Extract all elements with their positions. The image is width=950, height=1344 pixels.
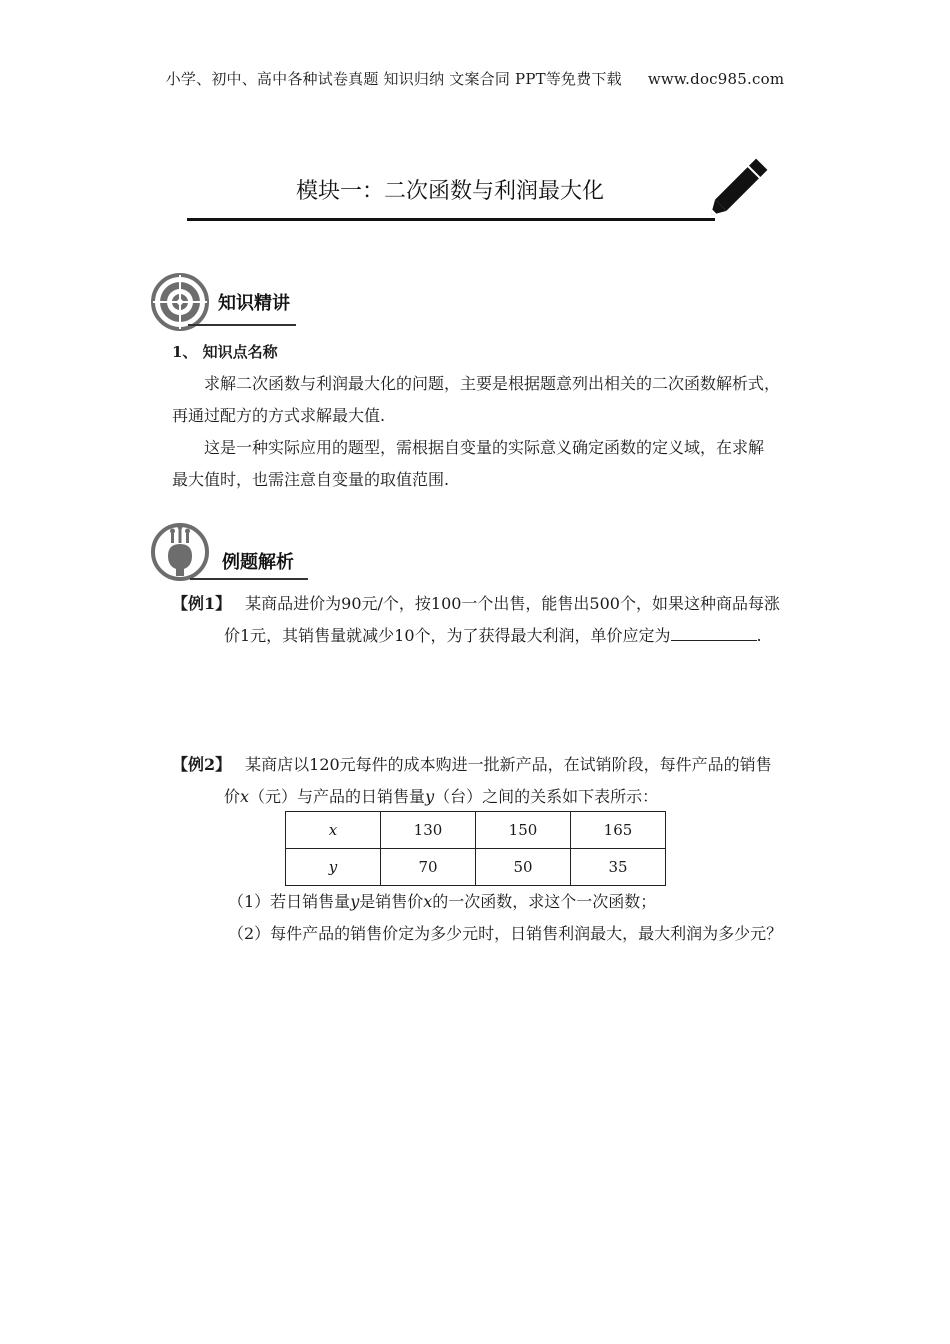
- table-cell: 130: [381, 812, 476, 849]
- pencil-icon: [698, 152, 776, 226]
- table-row: [286, 812, 666, 849]
- header-text: 小学、初中、高中各种试卷真题 知识归纳 文案合同 PPT等免费下载: [165, 70, 622, 88]
- module-title: 模块一：二次函数与利润最大化: [295, 179, 604, 204]
- text-fragment: 价: [224, 787, 241, 806]
- target-icon: [150, 272, 210, 332]
- example-2-tag: 【例2】: [172, 755, 232, 774]
- example-1-tag: 【例1】: [172, 594, 232, 613]
- table-cell: 150: [476, 812, 571, 849]
- text-fragment: 是销售价: [359, 892, 424, 911]
- para2-line2: 最大值时，也需注意自变量的取值范围.: [172, 470, 450, 489]
- example-2-questions: [228, 886, 848, 950]
- row-label-y: y: [286, 849, 381, 886]
- var-y: y: [350, 892, 360, 911]
- row-label-x: x: [286, 812, 381, 849]
- section-examples-label: 例题解析: [222, 552, 294, 573]
- title-underline: [187, 218, 715, 221]
- knowledge-text: [172, 368, 832, 496]
- var-x: x: [240, 787, 250, 806]
- subheading: 1、 知识点名称: [172, 343, 278, 361]
- answer-blank: [671, 622, 757, 641]
- example-2-line1: 某商店以120元每件的成本购进一批新产品，在试销阶段，每件产品的销售: [245, 755, 772, 774]
- page-header: [0, 68, 950, 89]
- question-2: （2）每件产品的销售价定为多少元时，日销售利润最大，最大利润为多少元？: [228, 924, 783, 943]
- table-cell: 70: [381, 849, 476, 886]
- text-fragment: （元）与产品的日销售量: [249, 787, 426, 806]
- example-1: [172, 588, 832, 652]
- text-fragment: （1）若日销售量: [228, 892, 351, 911]
- table-row: [286, 849, 666, 886]
- table-cell: 35: [571, 849, 666, 886]
- lightbulb-head-icon: [150, 522, 210, 582]
- example-2: [172, 749, 832, 813]
- text-fragment: 的一次函数，求这个一次函数；: [432, 892, 657, 911]
- example-1-line2: 价1元，其销售量就减少10个，为了获得最大利润，单价应定为: [224, 626, 671, 645]
- para2-line1: 这是一种实际应用的题型，需根据自变量的实际意义确定函数的定义域，在求解: [204, 438, 765, 457]
- section-underline: [190, 578, 308, 580]
- table-cell: 50: [476, 849, 571, 886]
- header-site: www.doc985.com: [647, 70, 785, 88]
- var-y: y: [425, 787, 435, 806]
- table-cell: 165: [571, 812, 666, 849]
- para1-line2: 再通过配方的方式求解最大值.: [172, 406, 386, 425]
- section-knowledge-label: 知识精讲: [218, 293, 290, 314]
- section-underline: [188, 324, 296, 326]
- var-x: x: [423, 892, 433, 911]
- para1-line1: 求解二次函数与利润最大化的问题，主要是根据题意列出相关的二次函数解析式，: [204, 374, 781, 393]
- example-1-line1: 某商品进价为90元/个，按100一个出售，能售出500个，如果这种商品每涨: [245, 594, 780, 613]
- text-fragment: （台）之间的关系如下表所示：: [434, 787, 659, 806]
- price-sales-table: [285, 811, 666, 886]
- example-1-end: .: [756, 626, 762, 645]
